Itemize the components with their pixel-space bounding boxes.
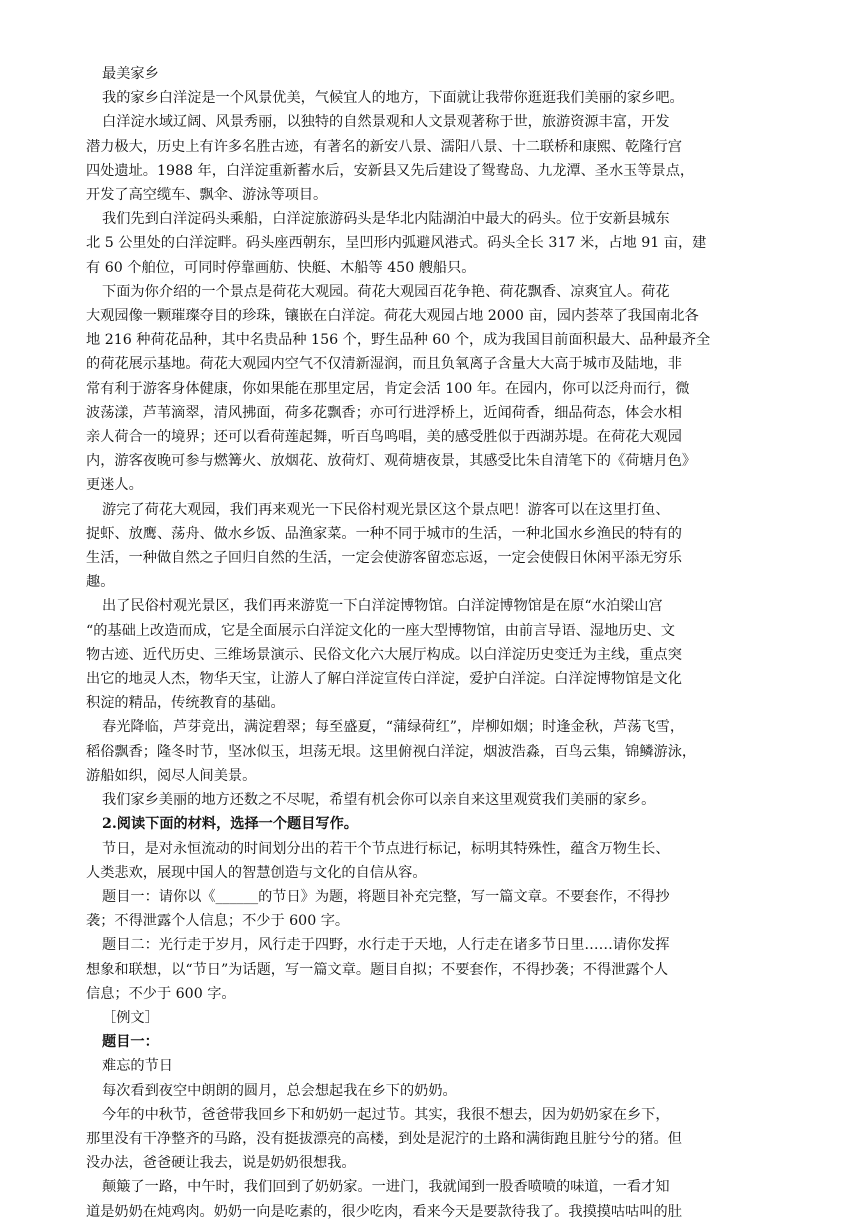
text-line: 信息；不少于 600 字。	[86, 985, 236, 1002]
text-line: 难忘的节日	[102, 1058, 173, 1075]
text-line: 今年的中秋节，爸爸带我回乡下和奶奶一起过节。其实，我很不想去，因为奶奶家在乡下，	[102, 1106, 670, 1123]
text-line: 稻俗飘香；隆冬时节，坚冰似玉，坦荡无垠。这里俯视白洋淀，烟波浩淼，百鸟云集，锦鳞游泳，	[86, 743, 697, 760]
text-line: 道是奶奶在炖鸡肉。奶奶一向是吃素的，很少吃肉，看来今天是要款待我了。我摸摸咕咕叫的肚	[86, 1203, 682, 1220]
text-line: 积淀的精品，传统教育的基础。	[86, 695, 285, 712]
text-line: 题目一：	[102, 1034, 159, 1051]
text-line: “的基础上改造而成，它是全面展示白洋淀文化的一座大型博物馆，由前言导语、湿地历史、文	[86, 622, 675, 639]
text-line: 波荡漾，芦苇滴翠，清风拂面，荷多花飘香；亦可行进浮桥上，近闻荷香，细品荷态，体会水相	[86, 404, 682, 421]
text-line: 大观园像一颗璀璨夺目的珍珠，镶嵌在白洋淀。荷花大观园占地 2000 亩，园内荟萃了我国南北各	[86, 308, 699, 325]
text-line: 生活，一种做自然之子回归自然的生活，一定会使游客留恋忘返，一定会使假日休闲平添无穷乐	[86, 550, 682, 567]
text-line: 更迷人。	[86, 477, 143, 494]
text-line: 我们先到白洋淀码头乘船，白洋淀旅游码头是华北内陆湖泊中最大的码头。位于安新县城东	[102, 211, 670, 228]
text-line: 白洋淀水域辽阔、风景秀丽，以独特的自然景观和人文景观著称于世，旅游资源丰富，开发	[102, 114, 670, 131]
text-line: 下面为你介绍的一个景点是荷花大观园。荷花大观园百花争艳、荷花飘香、凉爽宜人。荷花	[102, 283, 670, 300]
text-line: 游完了荷花大观园，我们再来观光一下民俗村观光景区这个景点吧！游客可以在这里打鱼、	[102, 501, 670, 518]
text-line: 捉虾、放鹰、荡舟、做水乡饭、品渔家菜。一种不同于城市的生活，一种北国水乡渔民的特有的	[86, 525, 682, 542]
text-line: 颠簸了一路，中午时，我们回到了奶奶家。一进门，我就闻到一股香喷喷的味道，一看才知	[102, 1179, 670, 1196]
text-line: 那里没有干净整齐的马路，没有挺拔漂亮的高楼，到处是泥泞的土路和满街跑且脏兮兮的猪。但	[86, 1130, 682, 1147]
text-line: 我的家乡白洋淀是一个风景优美，气候宜人的地方，下面就让我带你逛逛我们美丽的家乡吧。	[102, 90, 684, 107]
text-line: 潜力极大，历史上有许多名胜古迹，有著名的新安八景、濡阳八景、十二联桥和康熙、乾隆行宫	[86, 138, 682, 155]
text-line: 春光降临，芦芽竞出，满淀碧翠；每至盛夏，“蒲绿荷红”，岸柳如烟；时逢金秋，芦荡飞雪，	[102, 719, 685, 736]
text-line: ［例文］	[102, 1009, 159, 1026]
text-line: 节日，是对永恒流动的时间划分出的若干个节点进行标记，标明其特殊性，蕴含万物生长、	[102, 840, 670, 857]
text-line: 地 216 种荷花品种，其中名贵品种 156 个，野生品种 60 个，成为我国目前面积最大、品种最齐全	[86, 332, 711, 349]
text-line: 游船如织，阅尽人间美景。	[86, 767, 257, 784]
text-line: 人类悲欢，展现中国人的智慧创造与文化的自信从容。	[86, 864, 427, 881]
text-line: 的荷花展示基地。荷花大观园内空气不仅清新湿润，而且负氧离子含量大大高于城市及陆地，非	[86, 356, 682, 373]
text-line: 出它的地灵人杰，物华天宝，让游人了解白洋淀宣传白洋淀，爱护白洋淀。白洋淀博物馆是文化	[86, 671, 682, 688]
text-line: 题目二：光行走于岁月，风行走于四野，水行走于天地，人行走在诸多节日里……请你发挥	[102, 937, 670, 954]
text-line: 开发了高空缆车、飘伞、游泳等项目。	[86, 187, 328, 204]
text-line: 出了民俗村观光景区，我们再来游览一下白洋淀博物馆。白洋淀博物馆是在原“水泊梁山宫	[102, 598, 663, 615]
essay-title: 最美家乡	[102, 66, 159, 82]
text-line: 四处遗址。1988 年，白洋淀重新蓄水后，安新县又先后建设了鸳鸯岛、九龙潭、圣水玉等景点，	[86, 162, 695, 179]
text-line: 北 5 公里处的白洋淀畔。码头座西朝东，呈凹形内弧避风港式。码头全长 317 米，占地 91 亩，建	[86, 235, 707, 252]
text-line: 我们家乡美丽的地方还数之不尽呢，希望有机会你可以亲自来这里观赏我们美丽的家乡。	[102, 792, 656, 809]
document-body	[86, 62, 796, 1224]
text-line: 内，游客夜晚可参与燃篝火、放烟花、放荷灯、观荷塘夜景，其感受比朱自清笔下的《荷塘月色》	[86, 453, 697, 470]
text-line: 有 60 个舶位，可同时停靠画舫、快艇、木船等 450 艘船只。	[86, 259, 476, 276]
text-line: 想象和联想，以“节日”为话题，写一篇文章。题目自拟；不要套作，不得抄袭；不得泄露个人	[86, 961, 669, 978]
text-line: 没办法，爸爸硬让我去，说是奶奶很想我。	[86, 1155, 356, 1172]
text-line: 袭；不得泄露个人信息；不少于 600 字。	[86, 913, 350, 930]
text-line: 题目一：请你以《______的节日》为题，将题目补充完整，写一篇文章。不要套作，不得抄	[102, 888, 670, 905]
text-line: 亲人荷合一的境界；还可以看荷莲起舞，听百鸟鸣唱，美的感受胜似于西湖苏堤。在荷花大观园	[86, 429, 682, 446]
text-line: 2.阅读下面的材料，选择一个题目写作。	[102, 816, 358, 833]
text-line: 常有利于游客身体健康，你如果能在那里定居，肯定会活 100 年。在园内，你可以泛舟而行，微	[86, 380, 690, 397]
text-line: 物古迹、近代历史、三维场景演示、民俗文化六大展厅构成。以白洋淀历史变迁为主线，重点突	[86, 646, 682, 663]
text-line: 每次看到夜空中朗朗的圆月，总会想起我在乡下的奶奶。	[102, 1082, 457, 1099]
text-line: 趣。	[86, 574, 115, 591]
